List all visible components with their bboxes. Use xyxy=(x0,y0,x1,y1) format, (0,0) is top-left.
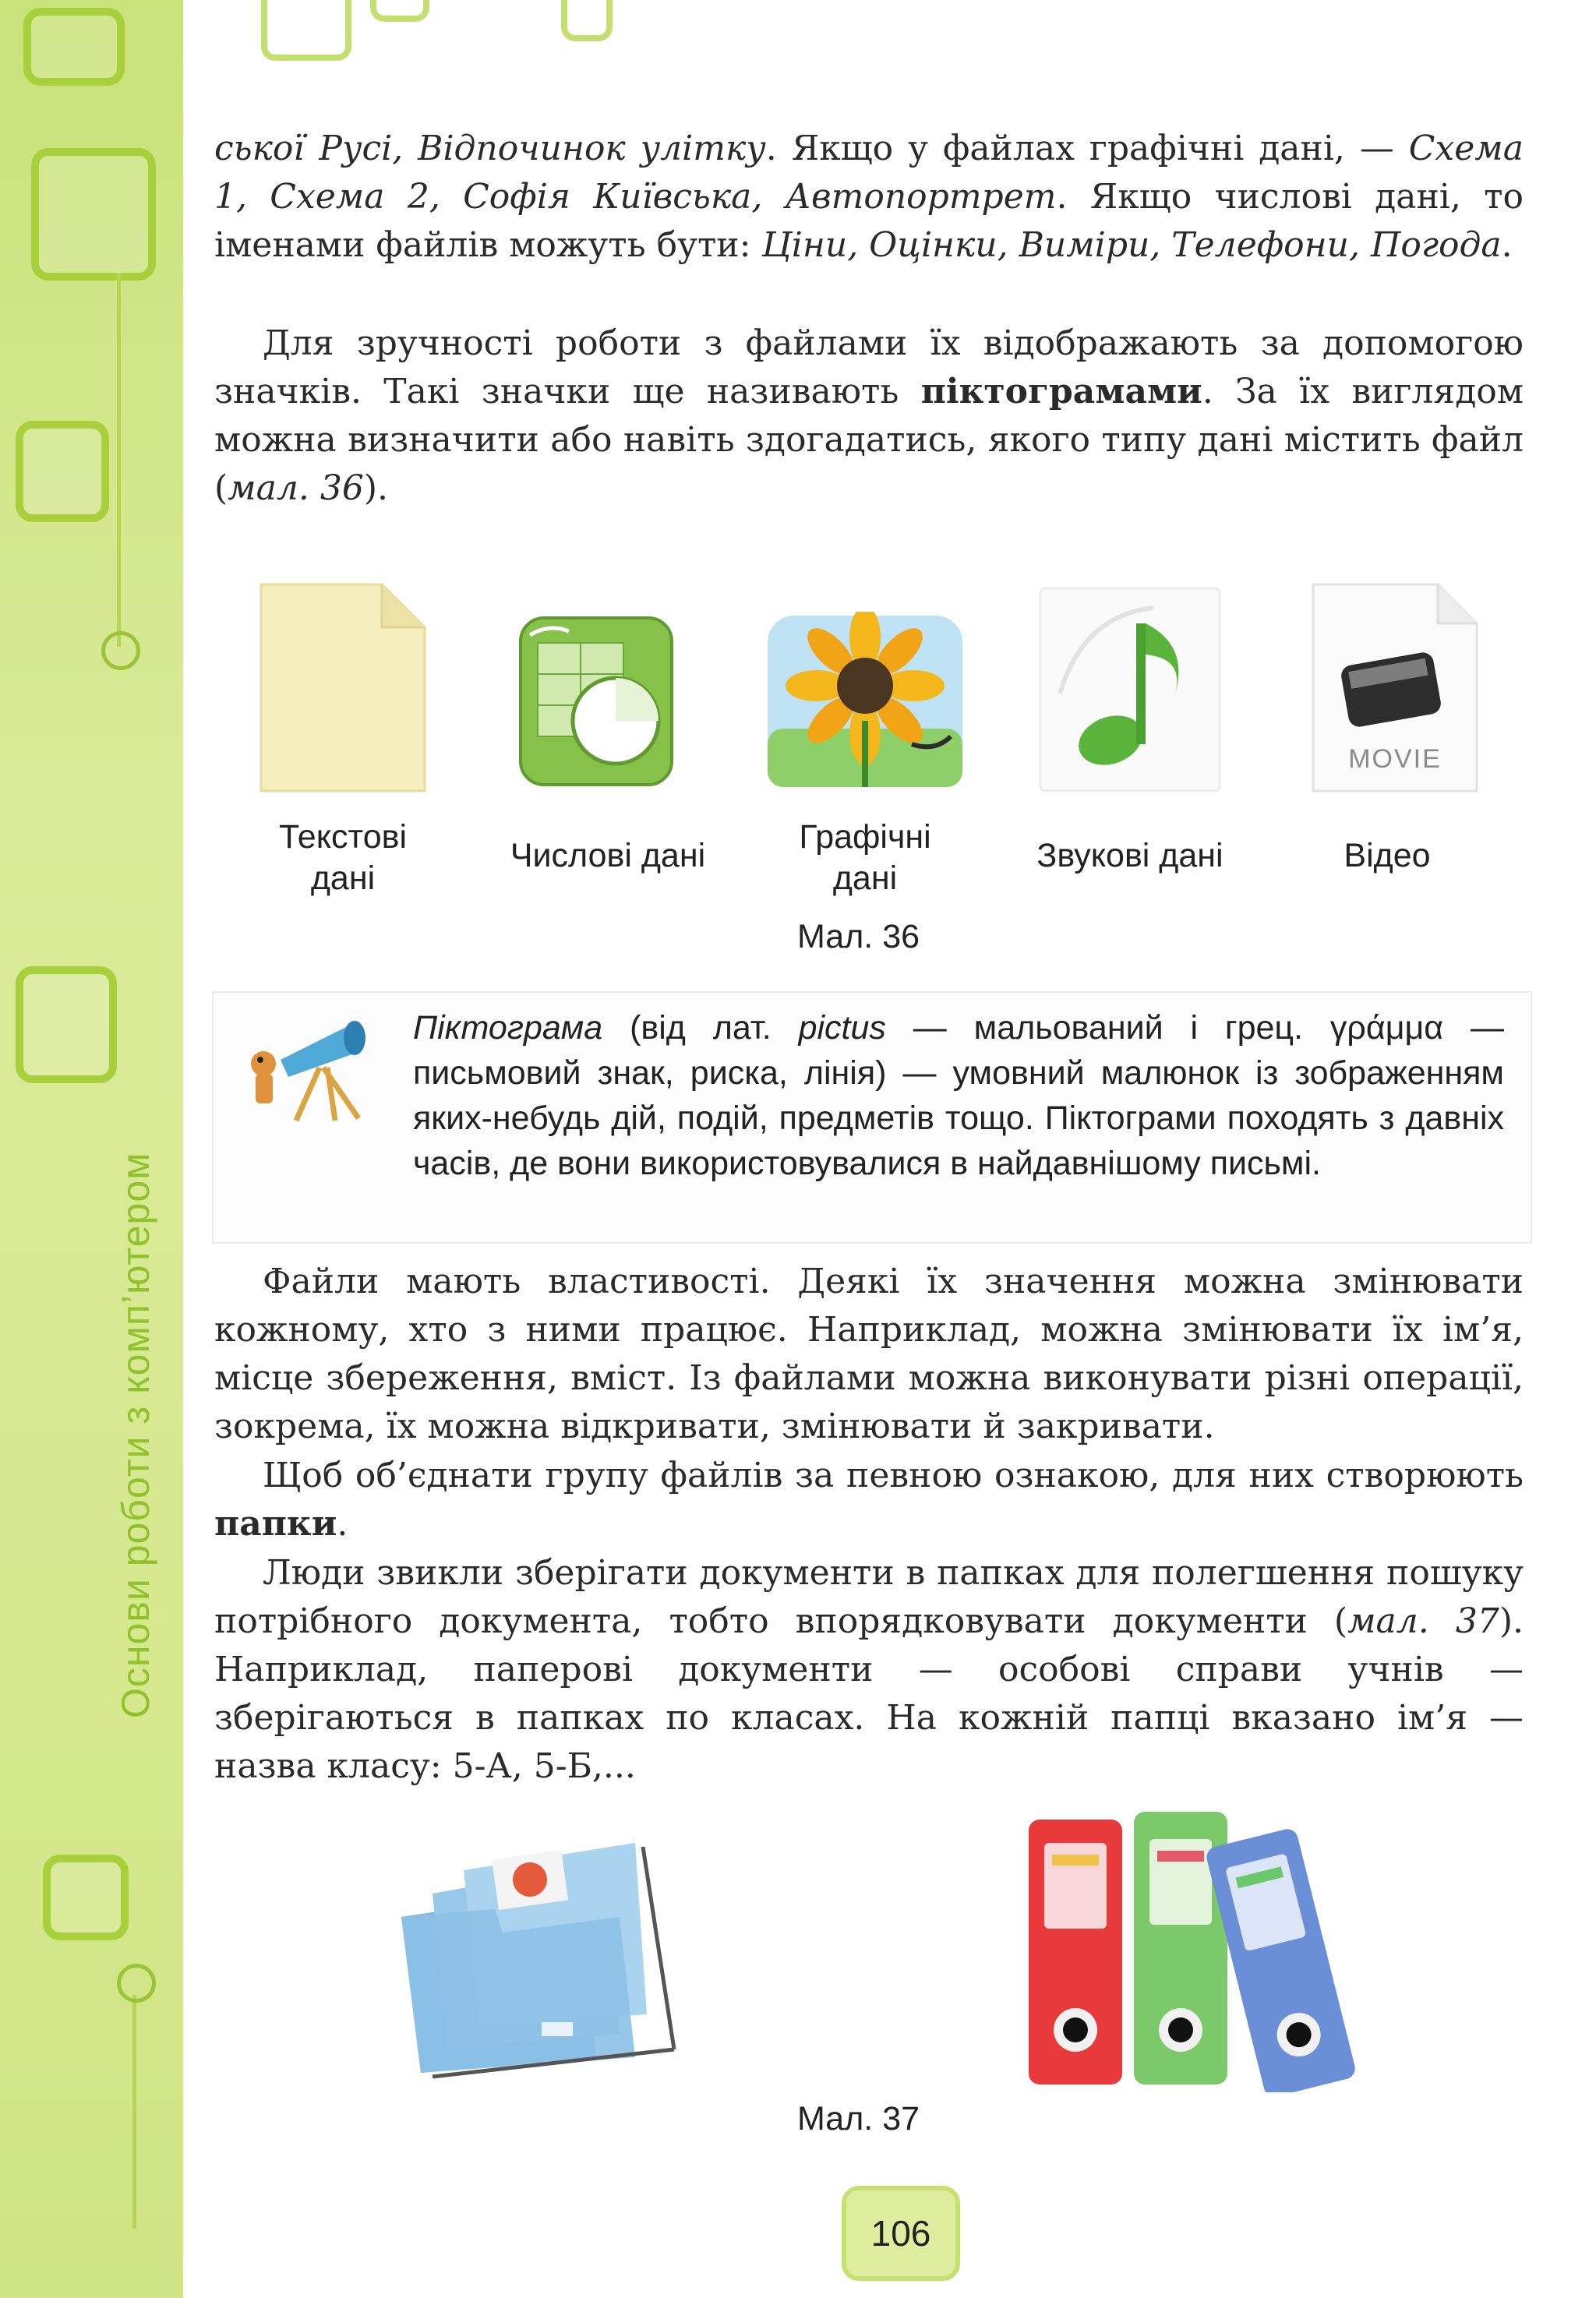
caption-line: Графічні xyxy=(799,818,931,856)
definition-term: Піктограма xyxy=(413,1009,603,1047)
folders-paragraph xyxy=(214,1452,1524,1548)
text: Щоб об’єднати групу файлів за певною ознакою, для них створюють xyxy=(263,1456,1524,1495)
image-file-icon xyxy=(764,612,966,791)
video-file-icon xyxy=(1309,581,1481,795)
deco-top-square xyxy=(561,0,613,41)
italic-text: ської Русі, Відпочинок улітку xyxy=(214,129,766,168)
caption-text-data xyxy=(234,817,452,899)
text: — мальований і грец. xyxy=(885,1009,1330,1047)
text: — письмовий знак, риска, лінія) — умовний малюнок із зображенням яких-небудь дій, подій, предметів тощо. Піктограми походять з давніх часів, де вони використовувалися в найдавнішому письмі. xyxy=(413,1009,1504,1182)
folder-organizer-image xyxy=(386,1823,690,2081)
caption-line: Звукові дані xyxy=(1036,837,1223,874)
greek-word: γράμμα xyxy=(1329,1009,1444,1047)
bold-term: піктограмами xyxy=(920,372,1202,411)
sidebar-decoration xyxy=(0,0,183,2298)
properties-paragraph xyxy=(214,1258,1524,1451)
italic-text: Схема 1, Схема 2, Софія Київська, Автопортрет xyxy=(214,129,1524,217)
spreadsheet-icon xyxy=(514,612,678,791)
deco-square xyxy=(43,1855,129,1940)
text: Файли мають властивості. Деякі їх значення можна змінювати кожному, хто з ними працює. Наприклад, можна змінювати їх ім’я, місце збереження, вміст. Із файлами можна виконувати різні операції, зокрема, їх можна відкривати, змінювати й закривати. xyxy=(214,1262,1524,1446)
deco-square xyxy=(23,8,125,86)
figure-reference: мал. 36 xyxy=(228,468,364,508)
figure-36-icons xyxy=(234,573,1520,807)
people-paragraph xyxy=(214,1549,1524,1791)
telescope-icon xyxy=(234,1005,390,1122)
text: Для зручності роботи з файлами їх відображають за допомогою значків. Такі значки ще називають xyxy=(214,323,1524,411)
deco-line xyxy=(132,1995,136,2229)
video-icon-label: MOVIE xyxy=(1348,744,1442,774)
italic-text: Ціни, Оцінки, Виміри, Телефони, Погода xyxy=(761,225,1502,265)
caption-audio-data xyxy=(998,835,1262,877)
figure-reference: мал. 37 xyxy=(1347,1601,1499,1641)
caption-line: Відео xyxy=(1344,837,1431,874)
pictogram-paragraph xyxy=(214,319,1524,513)
deco-ring xyxy=(117,1964,156,2003)
text: (від лат. xyxy=(602,1009,799,1047)
text: . Якщо числові дані, то іменами файлів можуть бути: xyxy=(214,177,1524,265)
latin-word: pictus xyxy=(798,1009,886,1047)
text-file-icon xyxy=(257,581,429,795)
text: . xyxy=(337,1504,348,1544)
deco-square xyxy=(16,421,109,522)
text: ). Наприклад, паперові документи — особові справи учнів — зберігаються в папках по класах. На кожній папці вказано ім’я — назва класу: 5-А, 5-Б,... xyxy=(214,1601,1524,1786)
figure-36-caption: Мал. 36 xyxy=(797,918,920,955)
text: ). xyxy=(363,468,389,508)
music-note-icon xyxy=(1036,584,1223,795)
page-number: 106 xyxy=(842,2186,960,2281)
deco-ring xyxy=(101,631,140,670)
caption-numeric-data xyxy=(468,835,748,877)
sidebar-vertical-title: Основи роботи з комп’ютером xyxy=(114,1152,157,1718)
caption-video xyxy=(1294,835,1481,877)
text: . xyxy=(1501,225,1513,265)
definition-text xyxy=(413,1005,1504,1186)
deco-top-square xyxy=(261,0,351,61)
intro-paragraph xyxy=(214,125,1524,270)
caption-graphic-data xyxy=(748,817,982,899)
caption-line: дані xyxy=(310,860,376,897)
text: Люди звикли зберігати документи в папках для полегшення пошуку потрібного документа, тобто впорядковувати документи ( xyxy=(214,1553,1524,1641)
deco-square xyxy=(16,966,117,1083)
bold-term: папки xyxy=(214,1504,337,1544)
text: . За їх виглядом можна визначити або навіть здогадатись, якого типу дані містить файл ( xyxy=(214,372,1524,508)
deco-line xyxy=(117,273,121,647)
deco-square xyxy=(31,148,156,281)
caption-line: Текстові xyxy=(278,818,408,856)
text: . Якщо у файлах графічні дані, — xyxy=(765,129,1409,168)
binders-image xyxy=(1029,1812,1372,2092)
figure-37-caption: Мал. 37 xyxy=(797,2100,920,2137)
caption-line: дані xyxy=(832,860,898,897)
deco-top-square xyxy=(370,0,429,22)
caption-line: Числові дані xyxy=(510,837,706,874)
